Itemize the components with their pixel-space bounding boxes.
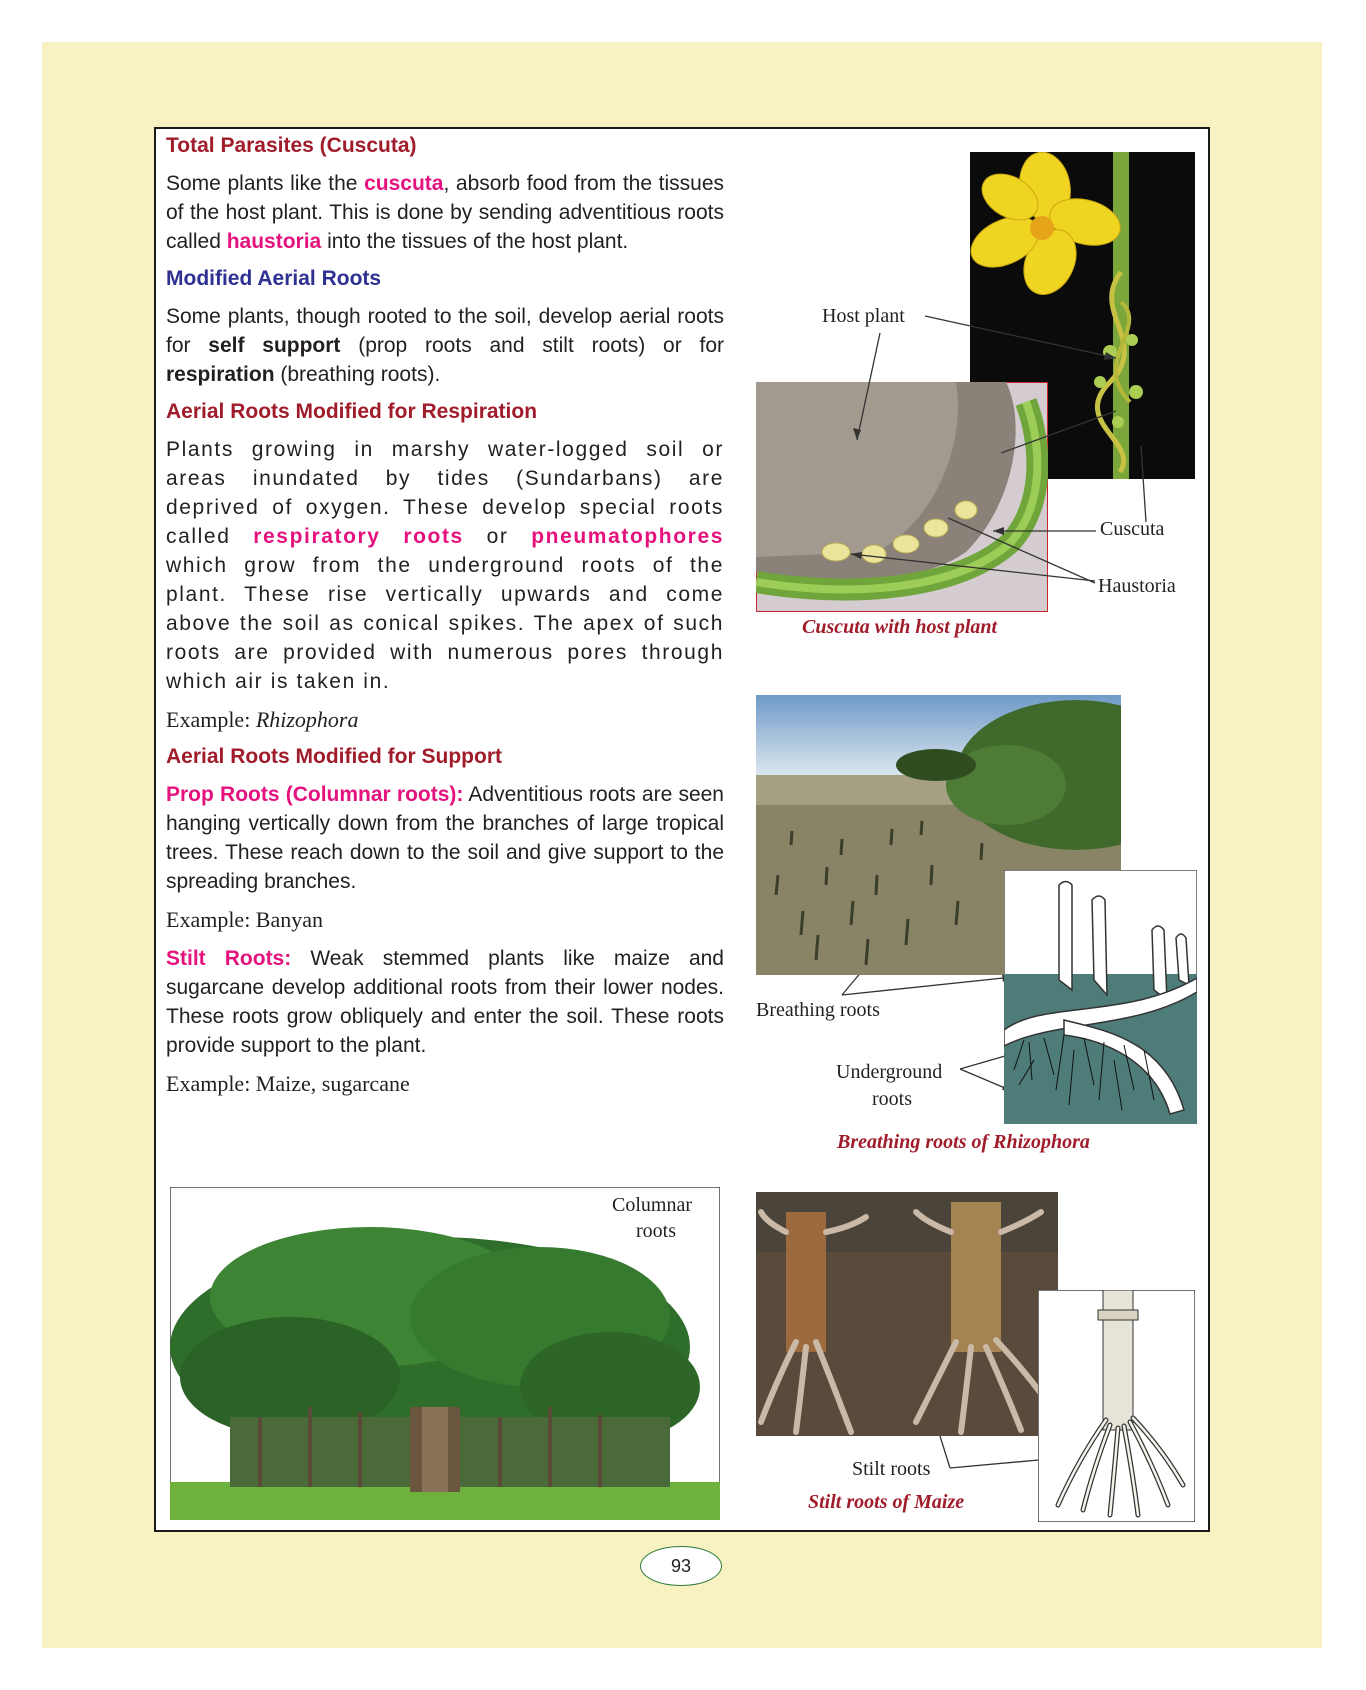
heading-total-parasites: Total Parasites (Cuscuta) — [166, 134, 417, 157]
text-span: or — [463, 525, 532, 548]
term-respiratory-roots: respiratory roots — [253, 525, 464, 548]
term-cuscuta: cuscuta — [364, 172, 444, 195]
caption-rhizophora: Breathing roots of Rhizophora — [837, 1131, 1090, 1153]
label-stilt-roots: Stilt roots — [852, 1458, 931, 1480]
label-columnar: Columnar — [612, 1194, 692, 1216]
maize-stilt-diagram — [1038, 1290, 1195, 1522]
label-columnar-roots: roots — [636, 1220, 676, 1242]
text-span: Some plants, though rooted to the soil, develop aerial roots for — [166, 305, 724, 357]
text-span: Adventitious roots are seen hanging vertically down from the branches of large tropical trees. These reach down to the soil and give support to the spreading branches. — [166, 783, 724, 893]
term-prop-roots: Prop Roots (Columnar roots): — [166, 783, 464, 806]
term-stilt-roots: Stilt Roots: — [166, 947, 292, 970]
heading-respiration-roots: Aerial Roots Modified for Respiration — [166, 400, 538, 423]
caption-cuscuta: Cuscuta with host plant — [802, 616, 998, 638]
text-span: Some plants like the — [166, 172, 365, 195]
label-cuscuta: Cuscuta — [1100, 518, 1165, 540]
page-number: 93 — [640, 1546, 722, 1586]
label-underground-roots-1: Underground — [836, 1061, 943, 1083]
term-haustoria: haustoria — [226, 230, 322, 253]
maize-stilt-photo — [756, 1192, 1058, 1436]
label-host-plant: Host plant — [822, 305, 905, 327]
heading-modified-aerial-roots: Modified Aerial Roots — [166, 267, 382, 290]
text-span: , absorb food from the tissues of the host plant. This is done by sending adventitious roots called — [166, 172, 725, 253]
text-span: into the tissues of the host plant. — [321, 230, 629, 253]
term-respiration: respiration — [166, 363, 275, 386]
label-underground-roots-2: roots — [872, 1088, 912, 1110]
text-span: Weak stemmed plants like maize and sugarcane develop additional roots from their lower nodes. These roots grow obliquely and enter the soil. These roots provide support to the plant. — [166, 947, 724, 1057]
term-self-support: self support — [208, 334, 341, 357]
heading-support-roots: Aerial Roots Modified for Support — [166, 745, 502, 768]
example-banyan: Example: Banyan — [166, 907, 324, 932]
text-span: which grow from the underground roots of the plant. These rise vertically upwards and come above the soil as conical spikes. The apex of such roots are provided with numerous pores through which air is taken in. — [166, 554, 724, 693]
breathing-roots-diagram — [1004, 870, 1197, 1124]
label-haustoria: Haustoria — [1098, 575, 1176, 597]
text-span: (breathing roots). — [274, 363, 441, 386]
text-span: Example: — [166, 707, 256, 732]
example-value: Rhizophora — [255, 707, 359, 732]
text-span: (prop roots and stilt roots) or for — [340, 334, 724, 357]
caption-maize: Stilt roots of Maize — [808, 1491, 965, 1513]
term-pneumatophores: pneumatophores — [531, 525, 724, 548]
text-span: Plants growing in marshy water-logged soil or areas inundated by tides (Sundarbans) are deprived of oxygen. These develop special roots called — [166, 438, 724, 548]
example-maize: Example: Maize, sugarcane — [166, 1071, 410, 1096]
label-breathing-roots: Breathing roots — [756, 999, 880, 1021]
